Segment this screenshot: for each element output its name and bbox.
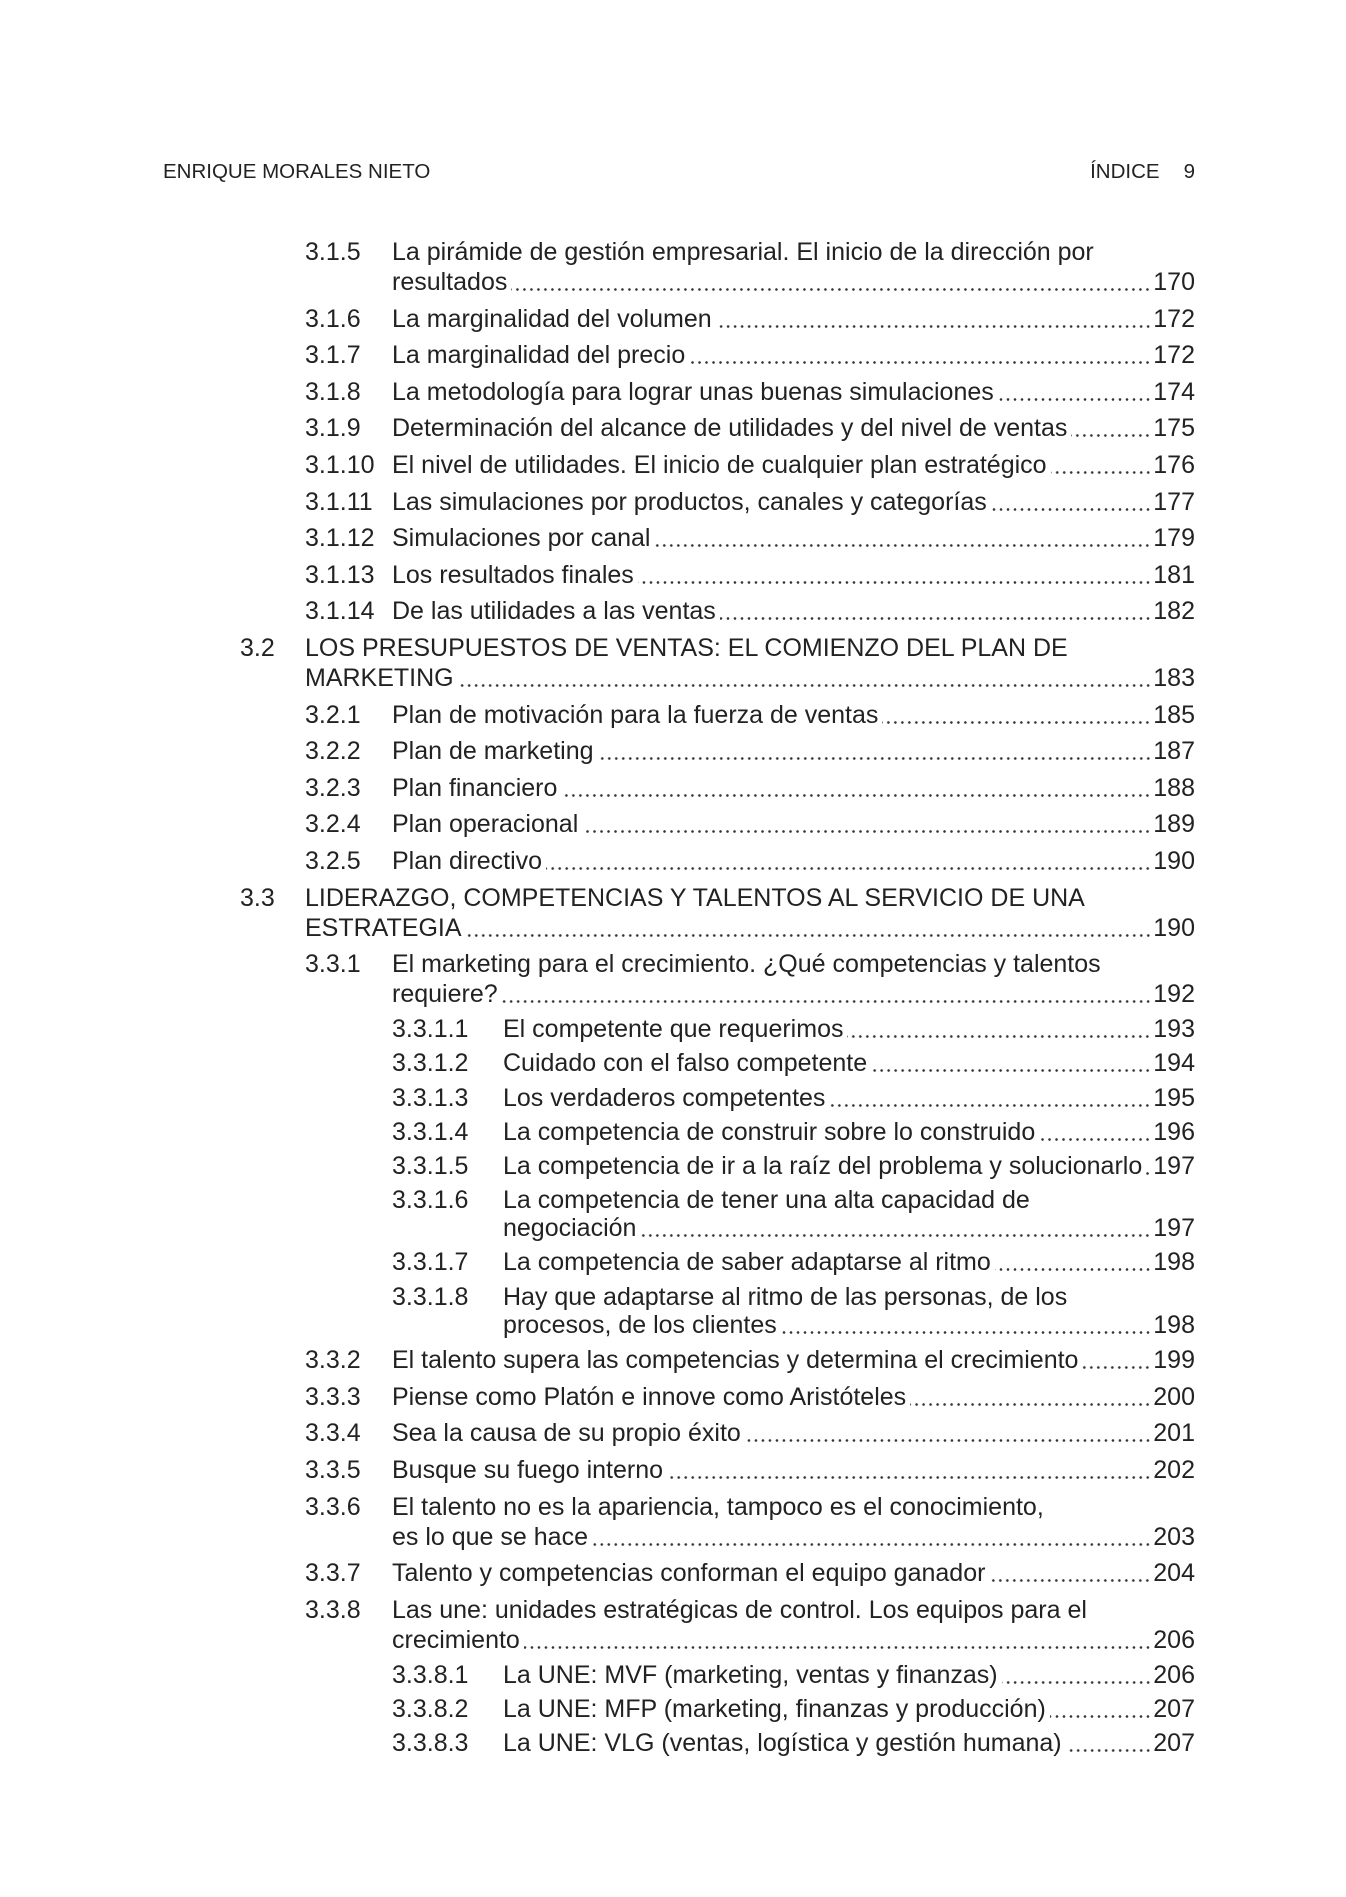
dot-leader (995, 1248, 1152, 1276)
entry-title-line (392, 1595, 1195, 1625)
entry-title-line (392, 1558, 1195, 1588)
entry-title-line (392, 413, 1195, 443)
dot-leader (1051, 450, 1152, 480)
entry-title-line (392, 523, 1195, 553)
page-number: 206 (1153, 1625, 1195, 1654)
entry-title-line (392, 1455, 1195, 1485)
entry-title: El competente que requerimos (503, 1015, 844, 1044)
entry-number: 3.1.7 (305, 341, 361, 370)
entry-body (392, 413, 1195, 443)
page-number: 176 (1153, 450, 1195, 479)
entry-title: La competencia de ir a la raíz del problema y solucionarlo (503, 1152, 1143, 1181)
page-number: 188 (1153, 773, 1195, 802)
dot-leader (638, 560, 1151, 590)
entry-number: 3.2.5 (305, 846, 361, 875)
entry-title-line (392, 809, 1195, 839)
entry-title-continued: requiere? (392, 980, 498, 1009)
page-number: 170 (1153, 268, 1195, 296)
entry-title: Los resultados finales (392, 560, 634, 589)
entry-number: 3.2.2 (305, 737, 361, 766)
dot-leader (745, 1418, 1151, 1448)
entry-number: 3.3.8.3 (392, 1729, 469, 1758)
entry-body (392, 487, 1195, 517)
entry-number: 3.3.1.4 (392, 1117, 469, 1146)
header-author: ENRIQUE MORALES NIETO (163, 160, 431, 183)
dot-leader (1066, 1729, 1152, 1757)
page-number: 204 (1153, 1559, 1195, 1588)
entry-number: 3.1.8 (305, 377, 361, 406)
dot-leader (511, 267, 1151, 297)
toc-entry (0, 596, 1346, 626)
entry-body (392, 773, 1195, 803)
page-number: 182 (1153, 597, 1195, 626)
toc-entry (0, 1382, 1346, 1412)
page-number: 194 (1153, 1049, 1195, 1078)
page-number: 207 (1153, 1729, 1195, 1758)
page-number: 197 (1153, 1152, 1195, 1181)
entry-title: Plan financiero (392, 773, 558, 802)
dot-leader (667, 1455, 1151, 1485)
entry-title-line (392, 340, 1195, 370)
entry-title-continued: crecimiento (392, 1625, 520, 1654)
entry-body (305, 883, 1195, 943)
entry-title: Las simulaciones por productos, canales y categorías (392, 487, 987, 516)
entry-title-line (503, 1049, 1195, 1077)
entry-body (392, 846, 1195, 876)
entry-body (392, 1382, 1195, 1412)
entry-body (392, 523, 1195, 553)
entry-body (392, 1455, 1195, 1485)
dot-leader (1082, 1345, 1151, 1375)
entry-title: Hay que adaptarse al ritmo de las personas, de los (503, 1282, 1068, 1311)
entry-body (392, 700, 1195, 730)
entry-number: 3.3.3 (305, 1382, 361, 1411)
entry-title-line (503, 1311, 1195, 1339)
dot-leader (1050, 1695, 1151, 1723)
entry-title: La marginalidad del precio (392, 341, 686, 370)
toc-entry (0, 1345, 1346, 1375)
entry-title: El talento no es la apariencia, tampoco es el conocimiento, (392, 1492, 1044, 1521)
page-number: 179 (1153, 524, 1195, 553)
toc-entry (0, 949, 1346, 1009)
entry-title-line (503, 1248, 1195, 1276)
entry-body (503, 1084, 1195, 1112)
entry-title-continued: resultados (392, 268, 508, 296)
entry-title-line (503, 1283, 1195, 1311)
toc-entry (0, 1695, 1346, 1723)
entry-title-line (503, 1015, 1195, 1043)
entry-number: 3.1.5 (305, 238, 361, 266)
entry-title-line (392, 949, 1195, 979)
entry-title-line (392, 596, 1195, 626)
entry-title-line (503, 1214, 1195, 1242)
entry-title-continued: negociación (503, 1214, 637, 1243)
entry-title-line (392, 304, 1195, 334)
page-number: 177 (1153, 487, 1195, 516)
entry-title-line (305, 663, 1195, 693)
table-of-contents (0, 237, 1346, 1757)
entry-body (392, 1595, 1195, 1655)
page-number: 198 (1153, 1248, 1195, 1277)
dot-leader (829, 1084, 1151, 1112)
entry-title-line (503, 1186, 1195, 1214)
dot-leader (989, 1558, 1151, 1588)
entry-body (503, 1015, 1195, 1043)
entry-number: 3.1.9 (305, 414, 361, 443)
dot-leader (598, 736, 1152, 766)
entry-title: Sea la causa de su propio éxito (392, 1419, 741, 1448)
toc-entry (0, 1283, 1346, 1339)
page-number: 207 (1153, 1695, 1195, 1724)
page-number: 187 (1153, 737, 1195, 766)
entry-title: La marginalidad del volumen (392, 304, 712, 333)
toc-entry (0, 237, 1346, 297)
entry-number: 3.1.6 (305, 304, 361, 333)
entry-number: 3.1.14 (305, 597, 375, 626)
entry-number: 3.3.1.3 (392, 1083, 469, 1112)
entry-title-line (305, 913, 1195, 943)
entry-title: La pirámide de gestión empresarial. El inicio de la dirección por (392, 238, 1094, 266)
entry-title-line (392, 773, 1195, 803)
page-number: 172 (1153, 341, 1195, 370)
page-number: 181 (1153, 560, 1195, 589)
entry-body (392, 560, 1195, 590)
page-number: 201 (1153, 1419, 1195, 1448)
entry-number: 3.3.5 (305, 1455, 361, 1484)
entry-number: 3.3.8.2 (392, 1695, 469, 1724)
page-number: 196 (1153, 1117, 1195, 1146)
entry-number: 3.2 (240, 633, 275, 662)
dot-leader (882, 700, 1151, 730)
running-header (163, 158, 1195, 186)
dot-leader (991, 487, 1152, 517)
entry-title: Talento y competencias conforman el equipo ganador (392, 1559, 986, 1588)
toc-entry (0, 1248, 1346, 1276)
toc-entry (0, 340, 1346, 370)
dot-leader (524, 1625, 1151, 1655)
entry-title: Cuidado con el falso competente (503, 1049, 868, 1078)
entry-body (503, 1049, 1195, 1077)
page-number: 193 (1153, 1015, 1195, 1044)
toc-entry (0, 1186, 1346, 1242)
entry-body (392, 1418, 1195, 1448)
entry-body (503, 1283, 1195, 1339)
entry-number: 3.3.1.7 (392, 1248, 469, 1277)
dot-leader (1039, 1118, 1151, 1146)
entry-title-line (503, 1152, 1195, 1180)
entry-number: 3.3.1 (305, 950, 361, 979)
toc-entry (0, 1729, 1346, 1757)
entry-number: 3.3.8 (305, 1595, 361, 1624)
entry-body (392, 1558, 1195, 1588)
page-number: 197 (1153, 1214, 1195, 1243)
entry-body (392, 237, 1195, 297)
dot-leader (561, 773, 1151, 803)
page-number: 174 (1153, 377, 1195, 406)
entry-number: 3.3.1.6 (392, 1186, 469, 1215)
entry-title-line (392, 1492, 1195, 1522)
entry-title-line (392, 560, 1195, 590)
toc-entry (0, 1558, 1346, 1588)
page-number: 195 (1153, 1083, 1195, 1112)
entry-title-continued: ESTRATEGIA (305, 913, 462, 942)
dot-leader (998, 377, 1152, 407)
entry-number: 3.3.6 (305, 1492, 361, 1521)
entry-title-line (503, 1084, 1195, 1112)
entry-title: Piense como Platón e innove como Aristóteles (392, 1382, 907, 1411)
entry-title-continued: procesos, de los clientes (503, 1310, 777, 1339)
toc-entry (0, 1492, 1346, 1552)
entry-title: Plan de marketing (392, 737, 594, 766)
page-number: 172 (1153, 304, 1195, 333)
entry-title-line (503, 1661, 1195, 1689)
entry-number: 3.3.1.8 (392, 1282, 469, 1311)
toc-entry (0, 560, 1346, 590)
entry-body (392, 304, 1195, 334)
dot-leader (720, 596, 1151, 626)
entry-number: 3.2.1 (305, 700, 361, 729)
toc-entry (0, 736, 1346, 766)
toc-entry (0, 773, 1346, 803)
entry-title-line (392, 979, 1195, 1009)
entry-title-line (392, 237, 1195, 267)
entry-title: La competencia de tener una alta capacidad de (503, 1186, 1030, 1215)
entry-title-line (392, 1345, 1195, 1375)
entry-title: De las utilidades a las ventas (392, 597, 716, 626)
dot-leader (871, 1049, 1151, 1077)
entry-title: Busque su fuego interno (392, 1455, 664, 1484)
toc-entry (0, 1595, 1346, 1655)
dot-leader (716, 304, 1152, 334)
entry-number: 3.3 (240, 883, 275, 912)
entry-number: 3.1.13 (305, 560, 375, 589)
entry-title: Las une: unidades estratégicas de control. Los equipos para el (392, 1595, 1087, 1624)
page-number: 200 (1153, 1382, 1195, 1411)
entry-number: 3.3.7 (305, 1559, 361, 1588)
header-page-number: 9 (1183, 160, 1195, 183)
toc-entry (0, 487, 1346, 517)
page-number: 199 (1153, 1346, 1195, 1375)
entry-title-continued: MARKETING (305, 663, 454, 692)
entry-body (503, 1661, 1195, 1689)
page-number: 175 (1153, 414, 1195, 443)
entry-number: 3.2.3 (305, 773, 361, 802)
entry-number: 3.3.4 (305, 1419, 361, 1448)
entry-title: La competencia de construir sobre lo construido (503, 1117, 1036, 1146)
page-number: 206 (1153, 1660, 1195, 1689)
entry-body (305, 633, 1195, 693)
toc-entry (0, 846, 1346, 876)
entry-title-line (392, 1418, 1195, 1448)
entry-title-line (392, 700, 1195, 730)
entry-body (392, 377, 1195, 407)
entry-body (392, 736, 1195, 766)
toc-entry (0, 523, 1346, 553)
dot-leader (1002, 1661, 1152, 1689)
entry-number: 3.1.10 (305, 450, 375, 479)
page-number: 189 (1153, 810, 1195, 839)
entry-number: 3.1.11 (305, 487, 373, 516)
dot-leader (781, 1311, 1152, 1339)
entry-title: El nivel de utilidades. El inicio de cualquier plan estratégico (392, 450, 1047, 479)
entry-title-continued: es lo que se hace (392, 1522, 588, 1551)
entry-body (392, 596, 1195, 626)
dot-leader (466, 913, 1152, 943)
entry-title: LOS PRESUPUESTOS DE VENTAS: EL COMIENZO DEL PLAN DE (305, 633, 1068, 662)
entry-body (503, 1118, 1195, 1146)
dot-leader (654, 523, 1151, 553)
entry-title: La competencia de saber adaptarse al ritmo (503, 1248, 991, 1277)
entry-body (392, 1492, 1195, 1552)
entry-number: 3.3.1.2 (392, 1049, 469, 1078)
entry-number: 3.3.2 (305, 1346, 361, 1375)
entry-title-line (503, 1118, 1195, 1146)
toc-entry (0, 450, 1346, 480)
entry-title: La UNE: MFP (marketing, finanzas y producción) (503, 1695, 1046, 1724)
toc-entry (0, 413, 1346, 443)
dot-leader (640, 1214, 1151, 1242)
dot-leader (582, 809, 1151, 839)
toc-entry (0, 883, 1346, 943)
dot-leader (592, 1522, 1151, 1552)
toc-entry (0, 700, 1346, 730)
entry-title-line (305, 633, 1195, 663)
entry-body (392, 809, 1195, 839)
entry-body (392, 1345, 1195, 1375)
dot-leader (689, 340, 1151, 370)
entry-title-line (392, 736, 1195, 766)
entry-title-line (392, 450, 1195, 480)
header-right (1090, 158, 1195, 186)
entry-title: Los verdaderos competentes (503, 1083, 826, 1112)
page-number: 183 (1153, 663, 1195, 692)
toc-entry (0, 1152, 1346, 1180)
header-section: ÍNDICE (1090, 160, 1160, 183)
entry-title-line (392, 267, 1195, 297)
dot-leader (458, 663, 1152, 693)
entry-title: Plan operacional (392, 810, 579, 839)
entry-number: 3.3.1.1 (392, 1015, 469, 1044)
toc-entry (0, 1049, 1346, 1077)
toc-entry (0, 1118, 1346, 1146)
entry-title: La UNE: MVF (marketing, ventas y finanzas) (503, 1660, 998, 1689)
entry-body (503, 1248, 1195, 1276)
dot-leader (502, 979, 1152, 1009)
toc-entry (0, 377, 1346, 407)
entry-title-line (503, 1729, 1195, 1757)
entry-title-line (392, 1625, 1195, 1655)
toc-entry (0, 1661, 1346, 1689)
entry-title: Determinación del alcance de utilidades y del nivel de ventas (392, 414, 1068, 443)
page-number: 198 (1153, 1310, 1195, 1339)
entry-title-line (392, 1382, 1195, 1412)
page-number: 192 (1153, 980, 1195, 1009)
toc-entry (0, 1084, 1346, 1112)
entry-title: Plan directivo (392, 846, 543, 875)
toc-entry (0, 809, 1346, 839)
toc-entry (0, 1418, 1346, 1448)
entry-title-line (392, 846, 1195, 876)
dot-leader (1146, 1152, 1151, 1180)
entry-title: Plan de motivación para la fuerza de ventas (392, 700, 879, 729)
entry-body (503, 1695, 1195, 1723)
dot-leader (1071, 413, 1151, 443)
page-number: 190 (1153, 913, 1195, 942)
entry-title: La UNE: VLG (ventas, logística y gestión humana) (503, 1729, 1062, 1758)
entry-number: 3.1.12 (305, 524, 375, 553)
entry-body (392, 340, 1195, 370)
entry-body (503, 1152, 1195, 1180)
entry-title-line (305, 883, 1195, 913)
toc-entry (0, 304, 1346, 334)
entry-title-line (392, 487, 1195, 517)
toc-entry (0, 1015, 1346, 1043)
entry-number: 3.2.4 (305, 810, 361, 839)
entry-title-line (392, 1522, 1195, 1552)
toc-entry (0, 633, 1346, 693)
entry-title-line (392, 377, 1195, 407)
dot-leader (910, 1382, 1151, 1412)
entry-title: LIDERAZGO, COMPETENCIAS Y TALENTOS AL SERVICIO DE UNA (305, 883, 1085, 912)
entry-number: 3.3.1.5 (392, 1152, 469, 1181)
entry-title: El marketing para el crecimiento. ¿Qué competencias y talentos (392, 950, 1101, 979)
entry-number: 3.3.8.1 (392, 1660, 469, 1689)
page-number: 185 (1153, 700, 1195, 729)
toc-entry (0, 1455, 1346, 1485)
entry-title: La metodología para lograr unas buenas simulaciones (392, 377, 994, 406)
entry-body (392, 450, 1195, 480)
entry-body (503, 1729, 1195, 1757)
dot-leader (847, 1015, 1151, 1043)
page-number: 190 (1153, 846, 1195, 875)
entry-body (392, 949, 1195, 1009)
dot-leader (546, 846, 1151, 876)
entry-body (503, 1186, 1195, 1242)
entry-title-line (503, 1695, 1195, 1723)
entry-title: Simulaciones por canal (392, 524, 651, 553)
entry-title: El talento supera las competencias y determina el crecimiento (392, 1346, 1079, 1375)
page-number: 202 (1153, 1455, 1195, 1484)
page-number: 203 (1153, 1522, 1195, 1551)
